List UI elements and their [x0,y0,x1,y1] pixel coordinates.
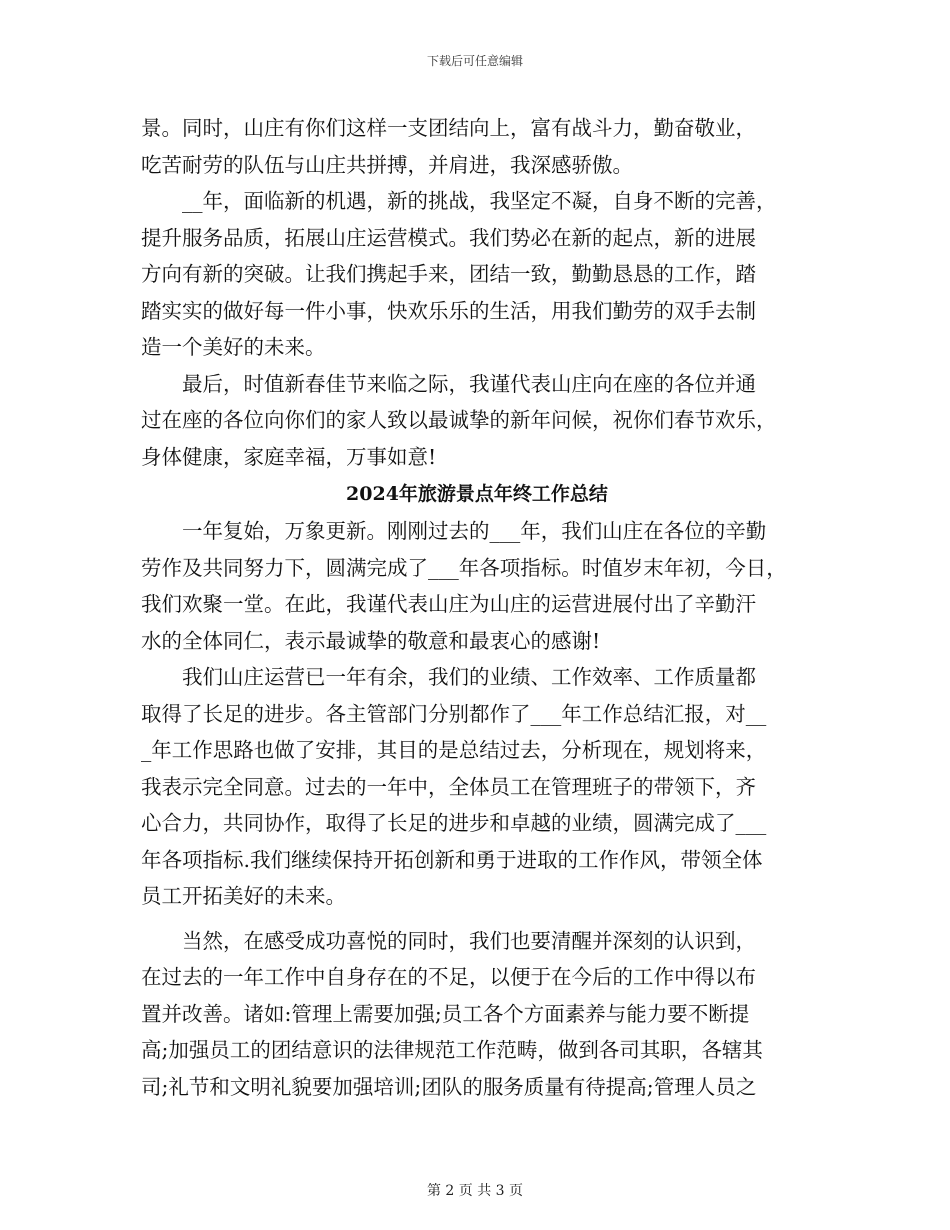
section-title: 2024年旅游景点年终工作总结 [346,483,608,505]
body-line: 造一个美好的未来。 [141,335,326,359]
page-footer-number: 第 2 页 共 3 页 [426,1183,524,1199]
body-line: 提升服务品质，拓展山庄运营模式。我们势必在新的起点，新的进展 [141,225,756,250]
page-header-note: 下载后可任意编辑 [426,54,523,68]
body-line: 身体健康，家庭幸福，万事如意! [141,444,437,469]
body-line: 我表示完全同意。过去的一年中，全体员工在管理班子的带领下，齐 [141,774,756,799]
body-line: 司;礼节和文明礼貌要加强培训;团队的服务质量有待提高;管理人员之 [141,1074,757,1099]
body-line: 我们欢聚一堂。在此，我谨代表山庄为山庄的运营进展付出了辛勤汗 [141,592,756,616]
body-line: 劳作及共同努力下，圆满完成了___年各项指标。时值岁末年初，今日， [141,555,787,580]
body-line: __年，面临新的机遇，新的挑战，我坚定不凝，自身不断的完善， [141,189,777,213]
body-line: 踏实实的做好每一件小事，快欢乐乐的生活，用我们勤劳的双手去制 [141,298,756,323]
body-line: 方向有新的突破。让我们携起手来，团结一致，勤勤恳恳的工作，踏 [141,262,756,286]
body-line: _年工作思路也做了安排，其目的是总结过去，分析现在，规划将来， [141,738,767,762]
body-line: 过在座的各位向你们的家人致以最诚挚的新年问候，祝你们春节欢乐， [141,408,777,432]
paragraph-gap [141,915,813,923]
body-line: 在过去的一年工作中自身存在的不足，以便于在今后的工作中得以布 [141,965,756,989]
body-line: 吃苦耐劳的队伍与山庄共拼搏，并肩进，我深感骄傲。 [141,152,633,177]
body-line: 一年复始，万象更新。刚刚过去的___年，我们山庄在各位的辛勤 [141,519,767,543]
body-line: 年各项指标.我们继续保持开拓创新和勇于进取的工作作风，带领全体 [141,847,763,872]
body-line: 高;加强员工的团结意识的法律规范工作范畴，做到各司其职，各辖其 [141,1038,763,1062]
body-line: 员工开拓美好的未来。 [141,884,346,908]
body-line: 最后，时值新春佳节来临之际，我谨代表山庄向在座的各位并通 [141,371,756,396]
body-line: 置并改善。诸如:管理上需要加强;员工各个方面素养与能力要不断提 [141,1001,750,1026]
body-line: 当然，在感受成功喜悦的同时，我们也要清醒并深刻的认识到， [141,928,756,953]
body-line: 心合力，共同协作，取得了长足的进步和卓越的业绩，圆满完成了___ [141,811,767,835]
body-line: 我们山庄运营已一年有余，我们的业绩、工作效率、工作质量都 [141,665,756,689]
body-line: 取得了长足的进步。各主管部门分别都作了___年工作总结汇报，对__ [141,701,767,726]
body-line: 景。同时，山庄有你们这样一支团结向上，富有战斗力，勤奋敬业， [141,116,756,140]
body-line: 水的全体同仁，表示最诚挚的敬意和最衷心的感谢! [141,628,601,653]
document-body [141,110,813,1105]
